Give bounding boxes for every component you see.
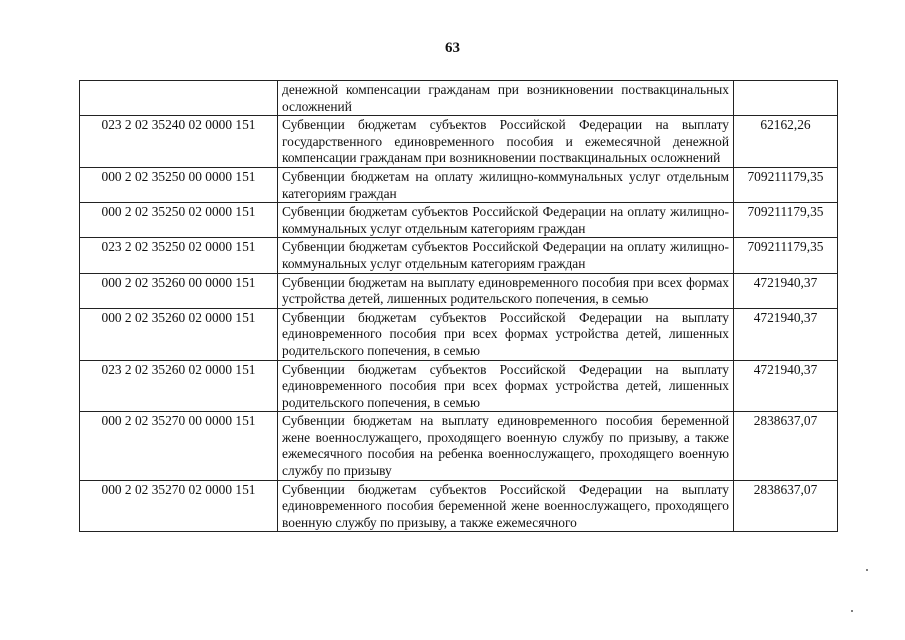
budget-code-cell: 023 2 02 35260 02 0000 151 (80, 360, 278, 412)
amount-cell: 709211179,35 (734, 167, 838, 202)
table-row (80, 412, 838, 480)
budget-code-cell: 023 2 02 35250 02 0000 151 (80, 238, 278, 273)
amount-cell (734, 81, 838, 116)
amount-cell: 4721940,37 (734, 308, 838, 360)
budget-code-cell: 000 2 02 35270 02 0000 151 (80, 480, 278, 532)
scan-speck (866, 569, 868, 571)
table-row (80, 81, 838, 116)
table-row (80, 480, 838, 532)
description-cell: Субвенции бюджетам на оплату жилищно-коммунальных услуг отдельным категориям граждан (278, 167, 734, 202)
amount-cell: 4721940,37 (734, 360, 838, 412)
table-row (80, 238, 838, 273)
budget-code-cell: 000 2 02 35260 00 0000 151 (80, 273, 278, 308)
page-number: 63 (445, 40, 460, 56)
budget-code-cell: 000 2 02 35250 02 0000 151 (80, 203, 278, 238)
description-cell: Субвенции бюджетам субъектов Российской Федерации на оплату жилищно-коммунальных услуг отдельным категориям граждан (278, 238, 734, 273)
budget-revenue-table (79, 80, 838, 532)
description-cell: Субвенции бюджетам на выплату единовременного пособия беременной жене военнослужащего, проходящего военную службу по призыву, а также ежемесячного пособия на ребенка военнослужащего, проходящего военную службу по призыву (278, 412, 734, 480)
budget-code-cell: 000 2 02 35260 02 0000 151 (80, 308, 278, 360)
description-cell: денежной компенсации гражданам при возникновении поствакцинальных осложнений (278, 81, 734, 116)
table-row (80, 167, 838, 202)
amount-cell: 62162,26 (734, 116, 838, 168)
budget-code-cell: 000 2 02 35270 00 0000 151 (80, 412, 278, 480)
amount-cell: 709211179,35 (734, 238, 838, 273)
table-row (80, 308, 838, 360)
amount-cell: 709211179,35 (734, 203, 838, 238)
table-row (80, 360, 838, 412)
budget-code-cell: 000 2 02 35250 00 0000 151 (80, 167, 278, 202)
description-cell: Субвенции бюджетам на выплату единовременного пособия при всех формах устройства детей, лишенных родительского попечения, в семью (278, 273, 734, 308)
amount-cell: 2838637,07 (734, 480, 838, 532)
amount-cell: 4721940,37 (734, 273, 838, 308)
description-cell: Субвенции бюджетам субъектов Российской Федерации на выплату единовременного пособия при всех формах устройства детей, лишенных родительского попечения, в семью (278, 308, 734, 360)
description-cell: Субвенции бюджетам субъектов Российской Федерации на выплату государственного единовременного пособия и ежемесячной денежной компенсации гражданам при возникновении поствакцинальных осложнений (278, 116, 734, 168)
description-cell: Субвенции бюджетам субъектов Российской Федерации на оплату жилищно-коммунальных услуг отдельным категориям граждан (278, 203, 734, 238)
table-row (80, 203, 838, 238)
amount-cell: 2838637,07 (734, 412, 838, 480)
description-cell: Субвенции бюджетам субъектов Российской Федерации на выплату единовременного пособия при всех формах устройства детей, лишенных родительского попечения, в семью (278, 360, 734, 412)
table-row (80, 116, 838, 168)
table-row (80, 273, 838, 308)
description-cell: Субвенции бюджетам субъектов Российской Федерации на выплату единовременного пособия беременной жене военнослужащего, проходящего военную службу по призыву, а также ежемесячного (278, 480, 734, 532)
budget-code-cell: 023 2 02 35240 02 0000 151 (80, 116, 278, 168)
scan-speck (851, 610, 853, 612)
budget-code-cell (80, 81, 278, 116)
